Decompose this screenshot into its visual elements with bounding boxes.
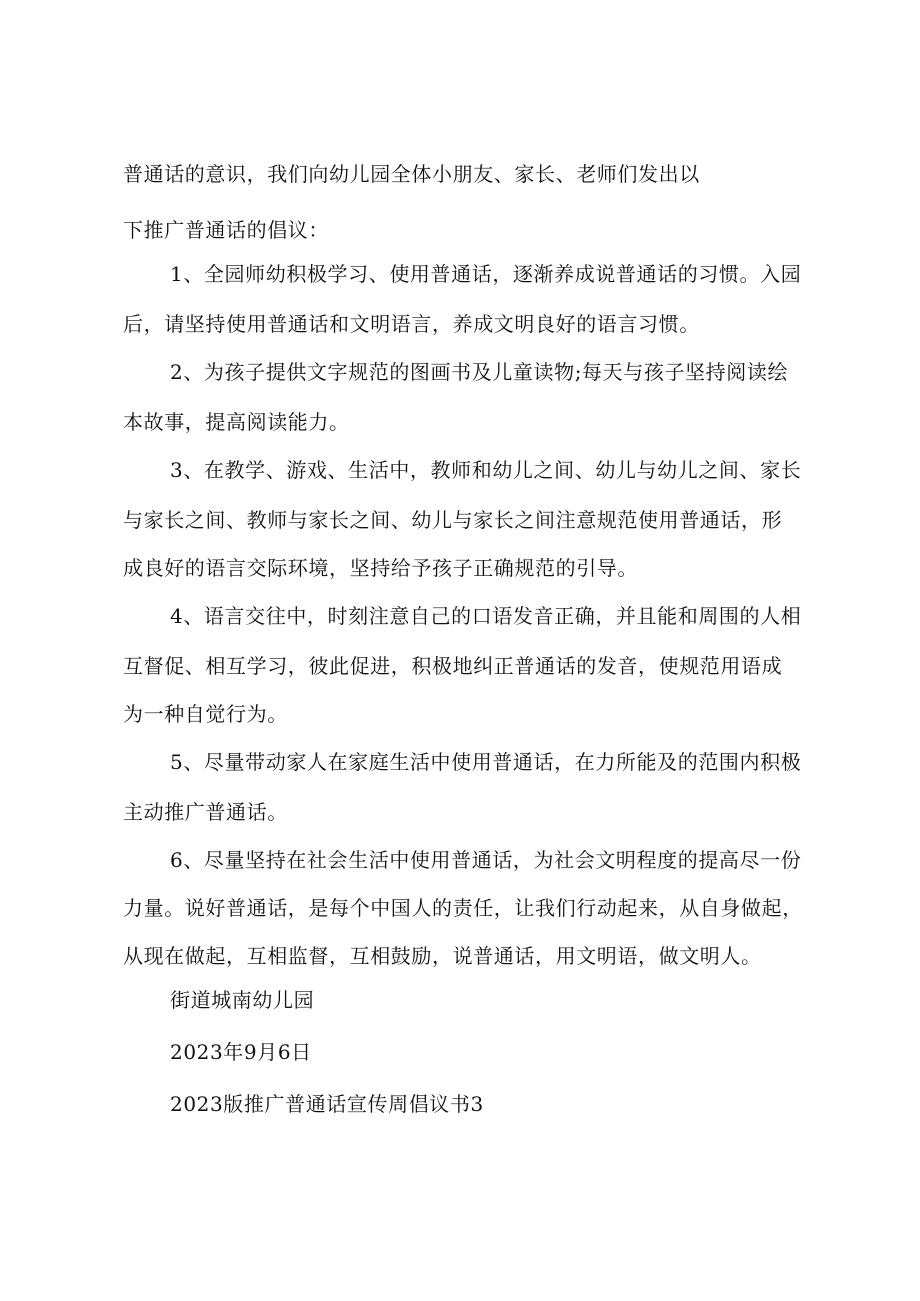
item-4-line-2: 互督促、相互学习，彼此促进，积极地纠正普通话的发音，使规范用语成 xyxy=(123,654,783,678)
item-5-line-1: 5、尽量带动家人在家庭生活中使用普通话，在力所能及的范围内积极 xyxy=(170,750,802,774)
item-3-line-3: 成良好的语言交际环境，坚持给予孩子正确规范的引导。 xyxy=(123,556,638,580)
item-2-line-1: 2、为孩子提供文字规范的图画书及儿童读物;每天与孩子坚持阅读绘 xyxy=(170,360,789,384)
signature-org: 街道城南幼儿园 xyxy=(170,988,315,1012)
item-6-line-2: 力量。说好普通话，是每个中国人的责任，让我们行动起来，从自身做起， xyxy=(123,896,803,920)
next-document-title: 2023版推广普通话宣传周倡议书3 xyxy=(170,1092,484,1116)
signature-date: 2023年9月6日 xyxy=(170,1040,312,1064)
item-1-line-1: 1、全园师幼积极学习、使用普通话，逐渐养成说普通话的习惯。入园 xyxy=(170,262,802,286)
item-5-line-2: 主动推广普通话。 xyxy=(123,800,288,824)
intro-line-2: 下推广普通话的倡议： xyxy=(123,218,329,242)
item-3-line-1: 3、在教学、游戏、生活中，教师和幼儿之间、幼儿与幼儿之间、家长 xyxy=(170,458,802,482)
item-6-line-1: 6、尽量坚持在社会生活中使用普通话，为社会文明程度的提高尽一份 xyxy=(170,848,802,872)
item-4-line-3: 为一种自觉行为。 xyxy=(123,702,288,726)
item-3-line-2: 与家长之间、教师与家长之间、幼儿与家长之间注意规范使用普通话，形 xyxy=(123,508,783,532)
intro-line-1: 普通话的意识，我们向幼儿园全体小朋友、家长、老师们发出以 xyxy=(123,162,700,186)
item-6-line-3: 从现在做起，互相监督，互相鼓励，说普通话，用文明语，做文明人。 xyxy=(123,944,762,968)
item-2-line-2: 本故事，提高阅读能力。 xyxy=(123,410,350,434)
item-1-line-2: 后，请坚持使用普通话和文明语言，养成文明良好的语言习惯。 xyxy=(123,312,700,336)
item-4-line-1: 4、语言交往中，时刻注意自己的口语发音正确，并且能和周围的人相 xyxy=(170,604,802,628)
